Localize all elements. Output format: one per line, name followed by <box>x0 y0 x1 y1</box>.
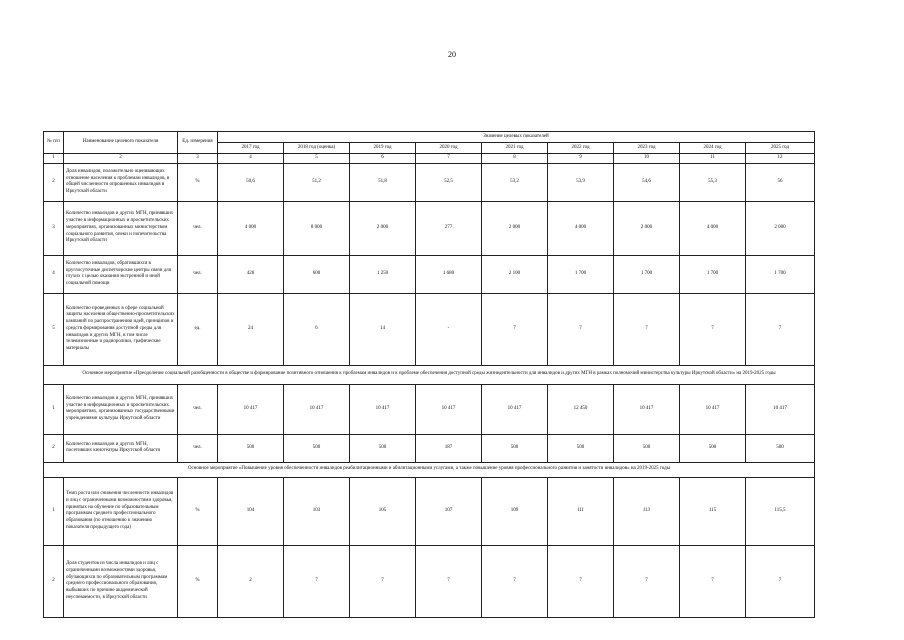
column-number: 4 <box>218 154 284 164</box>
value-cell: 7 <box>482 293 548 365</box>
table-row <box>44 477 815 545</box>
column-number: 3 <box>178 154 218 164</box>
value-cell: 1 700 <box>746 255 815 293</box>
value-cell: 115,5 <box>746 477 815 545</box>
value-cell: 55,3 <box>680 163 746 201</box>
value-cell: 7 <box>614 293 680 365</box>
indicator-name: Темп роста или снижения численности инвалидов и лиц с ограниченными возможностями здоровья, принятых на обучение по образовательным программам среднего профессионального образования (по отношению к значению показателя предыдущего года) <box>64 477 178 545</box>
value-cell: 107 <box>416 477 482 545</box>
indicator-name: Количество инвалидов и других МГН, принявших участие в информационных и просветительских мероприятиях, организованных министерством социального развития, опеки и попечительства Иркутской области <box>64 201 178 255</box>
indicator-name: Количество проведенных в сфере социальной защиты населения общественно-просветительских кампаний по распространению идей, принципов и средств формирования доступной среды для инвалидов и других МГН, в том числе телевизионные и радиоролики, графические материалы <box>64 293 178 365</box>
column-number: 1 <box>44 154 64 164</box>
value-cell: 4 000 <box>218 201 284 255</box>
table-row <box>44 293 815 365</box>
year-header: 2025 год <box>746 143 815 154</box>
value-cell: 6 <box>284 293 350 365</box>
value-cell: 56 <box>746 163 815 201</box>
value-cell: 10 417 <box>350 384 416 434</box>
value-cell: 7 <box>614 545 680 617</box>
page-number: 20 <box>448 50 456 59</box>
table-row <box>44 163 815 201</box>
unit: чел. <box>178 201 218 255</box>
value-cell: 105 <box>350 477 416 545</box>
indicator-name: Количество инвалидов, обратившихся в круглосуточные диспетчерские центры связи для глухих с целью оказания экстренной и иной социальной помощи <box>64 255 178 293</box>
value-cell: 109 <box>482 477 548 545</box>
column-number: 11 <box>680 154 746 164</box>
value-cell: 1 700 <box>548 255 614 293</box>
value-cell: 2 000 <box>350 201 416 255</box>
value-cell: 14 <box>350 293 416 365</box>
year-header: 2022 год <box>548 143 614 154</box>
column-number: 6 <box>350 154 416 164</box>
value-cell: 10 417 <box>218 384 284 434</box>
value-cell: 54,6 <box>614 163 680 201</box>
value-cell: 500 <box>350 434 416 462</box>
col-num-header: № п/п <box>44 132 64 154</box>
value-cell: 52,5 <box>416 163 482 201</box>
indicator-name: Количество инвалидов и других МГН, посетивших кинотеатры Иркутской области <box>64 434 178 462</box>
value-cell: 500 <box>614 434 680 462</box>
unit: ед. <box>178 293 218 365</box>
value-cell: 187 <box>416 434 482 462</box>
values-header: Значение целевых показателей <box>218 132 815 143</box>
value-cell: 7 <box>548 293 614 365</box>
col-unit-header: Ед. измерения <box>178 132 218 154</box>
value-cell: 53,2 <box>482 163 548 201</box>
row-number: 2 <box>44 163 64 201</box>
value-cell: 500 <box>746 434 815 462</box>
value-cell: 7 <box>350 545 416 617</box>
unit: % <box>178 477 218 545</box>
value-cell: 103 <box>284 477 350 545</box>
unit: чел. <box>178 255 218 293</box>
value-cell: 4 000 <box>548 201 614 255</box>
value-cell: 51,8 <box>350 163 416 201</box>
value-cell: 500 <box>548 434 614 462</box>
value-cell: 2 <box>218 545 284 617</box>
section-title: Основное мероприятие «Преодоление социальной разобщенности в обществе и формирование позитивного отношения к проблемам инвалидов и к проблеме обеспечения доступной среды жизнедеятельности для инвалидов и других МГН в рамках полномочий министерства культуры Иркутской области» на 2019-2025 годы <box>44 365 815 384</box>
value-cell: 7 <box>746 545 815 617</box>
value-cell: 8 000 <box>284 201 350 255</box>
value-cell: 10 417 <box>746 384 815 434</box>
value-cell: 500 <box>482 434 548 462</box>
row-number: 3 <box>44 201 64 255</box>
section-row <box>44 462 815 477</box>
value-cell: 10 417 <box>416 384 482 434</box>
row-number: 5 <box>44 293 64 365</box>
value-cell: 7 <box>746 293 815 365</box>
row-number: 1 <box>44 477 64 545</box>
table-row <box>44 255 815 293</box>
value-cell: 600 <box>284 255 350 293</box>
indicator-name: Количество инвалидов и других МГН, принявших участие в информационных и просветительских мероприятиях, организованных государственными учреждениями культуры Иркутской области <box>64 384 178 434</box>
year-header: 2018 год (оценка) <box>284 143 350 154</box>
unit: % <box>178 163 218 201</box>
year-header: 2024 год <box>680 143 746 154</box>
year-header: 2021 год <box>482 143 548 154</box>
section-title: Основное мероприятие «Повышение уровня обеспеченности инвалидов реабилитационными и абилитационными услугами, а также повышение уровня профессионального развития и занятости инвалидов» на 2019-2025 годы <box>44 462 815 477</box>
value-cell: 500 <box>680 434 746 462</box>
value-cell: 7 <box>284 545 350 617</box>
section-row <box>44 365 815 384</box>
unit: чел. <box>178 384 218 434</box>
value-cell: 7 <box>416 545 482 617</box>
value-cell: 53,9 <box>548 163 614 201</box>
year-header: 2023 год <box>614 143 680 154</box>
unit: чел. <box>178 434 218 462</box>
column-number: 8 <box>482 154 548 164</box>
column-number: 9 <box>548 154 614 164</box>
column-number: 2 <box>64 154 178 164</box>
value-cell: 113 <box>614 477 680 545</box>
value-cell: 12 450 <box>548 384 614 434</box>
value-cell: 10 417 <box>614 384 680 434</box>
column-number: 5 <box>284 154 350 164</box>
table-row <box>44 384 815 434</box>
value-cell: - <box>416 293 482 365</box>
value-cell: 51,2 <box>284 163 350 201</box>
value-cell: 4 000 <box>680 201 746 255</box>
row-number: 1 <box>44 384 64 434</box>
value-cell: 10 417 <box>680 384 746 434</box>
value-cell: 1 700 <box>614 255 680 293</box>
value-cell: 10 417 <box>284 384 350 434</box>
table-row <box>44 201 815 255</box>
value-cell: 277 <box>416 201 482 255</box>
column-number: 12 <box>746 154 815 164</box>
value-cell: 1 680 <box>416 255 482 293</box>
value-cell: 500 <box>284 434 350 462</box>
year-header: 2020 год <box>416 143 482 154</box>
value-cell: 7 <box>548 545 614 617</box>
column-number: 7 <box>416 154 482 164</box>
indicators-table <box>43 131 815 618</box>
value-cell: 50,6 <box>218 163 284 201</box>
value-cell: 10 417 <box>482 384 548 434</box>
value-cell: 24 <box>218 293 284 365</box>
value-cell: 7 <box>680 293 746 365</box>
value-cell: 2 000 <box>614 201 680 255</box>
value-cell: 7 <box>680 545 746 617</box>
year-header: 2017 год <box>218 143 284 154</box>
col-name-header: Наименование целевого показателя <box>64 132 178 154</box>
indicator-name: Доля инвалидов, положительно оценивающих отношение населения к проблемам инвалидов, в общей численности опрошенных инвалидов в Иркутской области <box>64 163 178 201</box>
value-cell: 2 000 <box>482 201 548 255</box>
table-row <box>44 434 815 462</box>
value-cell: 2 100 <box>482 255 548 293</box>
column-number: 10 <box>614 154 680 164</box>
value-cell: 1 250 <box>350 255 416 293</box>
value-cell: 7 <box>482 545 548 617</box>
value-cell: 1 700 <box>680 255 746 293</box>
value-cell: 111 <box>548 477 614 545</box>
row-number: 4 <box>44 255 64 293</box>
value-cell: 115 <box>680 477 746 545</box>
year-header: 2019 год <box>350 143 416 154</box>
unit: % <box>178 545 218 617</box>
value-cell: 104 <box>218 477 284 545</box>
row-number: 2 <box>44 545 64 617</box>
row-number: 2 <box>44 434 64 462</box>
value-cell: 2 000 <box>746 201 815 255</box>
value-cell: 426 <box>218 255 284 293</box>
value-cell: 500 <box>218 434 284 462</box>
indicator-name: Доля студентов из числа инвалидов и лиц с ограниченными возможностями здоровья, обучающихся по образовательным программам среднего профессионального образования, выбывших по причине академической неуспеваемости, в Иркутской области <box>64 545 178 617</box>
table-row <box>44 545 815 617</box>
